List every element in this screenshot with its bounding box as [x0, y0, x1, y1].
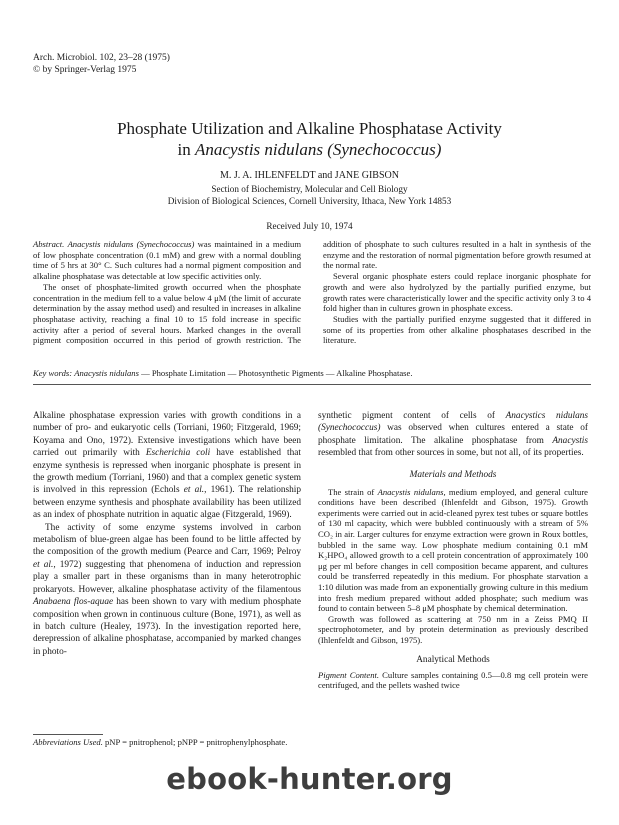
body-right-column — [318, 410, 588, 691]
keywords-list: — Phosphate Limitation — Photosynthetic Pigments — Alkaline Phosphatase. — [138, 368, 413, 378]
methods-paragraph-1: The strain of Anacystis nidulans, medium employed, and general culture conditions have been described (Ihlenfeldt and Gibson, 1975). Growth experiments were carried out in acid-cleaned pyrex test tubes or square bottles of 130 ml capacity, which were bubbled continuously with a stream of 5% CO₂ in air. Larger cultures for enzyme extraction were grown in Roux bottles, bubbled in the same way. Low phosphate medium containing 0.1 mM K₂HPO₄ allowed growth to a cell protein concentration of approximately 100 μg per ml before changes in cell composition became apparent, and cultures could be transferred repeatedly in this medium. For phosphate starvation a 1:10 dilution was made from an exponentially growing culture in this medium into fresh medium prepared without added phosphate; such medium was found to contain between 5–8 μM phosphate by chemical determination. — [318, 486, 588, 614]
journal-line: Arch. Microbiol. 102, 23–28 (1975) — [33, 53, 170, 63]
abstract — [33, 239, 591, 346]
affiliation — [0, 184, 619, 207]
intro-paragraph-1: Alkaline phosphatase expression varies with growth conditions in a number of pro- and eukaryotic cells (Torriani, 1960; Fitzgerald, 1969; Koyama and Ono, 1972). Extensive investigations which have been carried out primarily with Escherichia coli have established that enzyme synthesis is repressed when inorganic phosphate is present in the growth medium (Torriani, 1960) and that a complex genetic system is involved in this repression (Echols et al., 1961). The relationship between enzyme synthesis and phosphate availability has been utilized as an index of phosphate nutrition in aquatic algae (Fitzgerald, 1969). — [33, 411, 301, 521]
pigment-content-paragraph: Pigment Content. Culture samples containing 0.5—0.8 mg cell protein were centrifuged, and the pellets washed twice — [318, 669, 588, 691]
title-line-2 — [0, 139, 619, 160]
title-line-1: Phosphate Utilization and Alkaline Phosphatase Activity — [117, 119, 502, 138]
copyright-line: © by Springer-Verlag 1975 — [33, 65, 137, 75]
title-prefix: in — [177, 140, 196, 159]
title-organism: Anacystis nidulans (Synechococcus) — [195, 140, 442, 159]
authors: M. J. A. IHLENFELDT and JANE GIBSON — [220, 170, 399, 181]
keyword-organism: Anacystis nidulans — [74, 368, 139, 378]
intro-continuation: synthetic pigment content of cells of Anacystics nidulans (Synechococcus) was observed when cultures entered a state of phosphate limitation. The alkaline phosphatase from Anacystis resembled that from other sources in some, but not all, of its properties. — [318, 411, 589, 459]
affiliation-line-1: Section of Biochemistry, Molecular and Cell Biology — [211, 184, 408, 194]
abstract-organism: Anacystis nidulans (Synechococcus) — [67, 239, 195, 249]
abstract-paragraph-4: Studies with the partially purified enzyme suggested that it differed in some of its properties from other alkaline phosphatases described in the literature. — [323, 313, 591, 346]
methods-paragraph-2: Growth was followed as scattering at 750 nm in a Zeiss PMQ II spectrophotometer, and by protein determination as previously described (Ihlenfeldt and Gibson, 1975). — [318, 613, 588, 645]
keywords-label: Key words: — [33, 368, 73, 378]
abstract-label: Abstract. — [33, 239, 65, 249]
article-title — [0, 118, 619, 160]
keywords — [33, 368, 593, 378]
abbreviations-footnote: Abbreviations Used. pNP = pnitrophenol; pNPP = pnitrophenylphosphate. — [33, 737, 288, 747]
footnote-divider — [33, 734, 103, 735]
subsection-heading-analytical-methods: Analytical Methods — [416, 654, 490, 665]
affiliation-line-2: Division of Biological Sciences, Cornell University, Ithaca, New York 14853 — [167, 195, 452, 206]
footnote-label: Abbreviations Used. — [33, 737, 103, 747]
watermark-text: ebook-hunter.org — [166, 762, 453, 796]
received-date: Received July 10, 1974 — [266, 221, 353, 231]
abstract-paragraph-2: The onset of phosphate-limited growth occurred when the phosphate concentration in the medium fell to a value below 4 μM (the limit of accurate determination by the assay method used) and resulted in increases in alkaline phosphatase activity, reaching a final 10 to 15 fold increase in specific activity after a period of several hours. Marked changes in the overall pigment composition occurred in this period of growth restriction. The addition of phosphate to such cultures resulted in a halt in synthesis of the enzyme and the restoration of normal pigmentation before growth resumed at the normal rate. — [33, 239, 591, 346]
pigment-content-label: Pigment Content. — [318, 669, 380, 680]
section-divider — [33, 384, 591, 385]
intro-paragraph-2: The activity of some enzyme systems involved in carbon metabolism of blue-green algae has been found to be little affected by the composition of the growth medium (Pearce and Carr, 1969; Pelroy et al., 1972) suggesting that phenomena of induction and repression play a smaller part in these organisms than in many heterotrophic prokaryots. However, alkaline phosphatase activity of the filamentous Anabaena flos-aquae has been shown to vary with medium phosphate composition when grown in continuous culture (Bone, 1971), as well as in batch culture (Healey, 1973). In the investigation reported here, derepression of alkaline phosphatase, accompanied by marked changes in photo- — [33, 522, 301, 657]
body-left-column — [33, 410, 301, 658]
abstract-paragraph-3: Several organic phosphate esters could replace inorganic phosphate for growth and were also hydrolyzed by the partially purified enzyme, but growth rates were characteristically lower and the specific activity only 3 to 4 fold higher than in cultures grown in phosphate excess. — [323, 271, 591, 314]
journal-citation — [33, 52, 170, 76]
section-heading-materials-methods: Materials and Methods — [409, 469, 497, 480]
abstract-paragraph-1: Abstract. Anacystis nidulans (Synechococcus) was maintained in a medium of low phosphate concentration (0.1 mM) and grew with a normal doubling time of 5 hrs at 30° C. Such cultures had a normal pigment composition and alkaline phosphatase was detectable at low specific activities only. — [33, 239, 302, 282]
